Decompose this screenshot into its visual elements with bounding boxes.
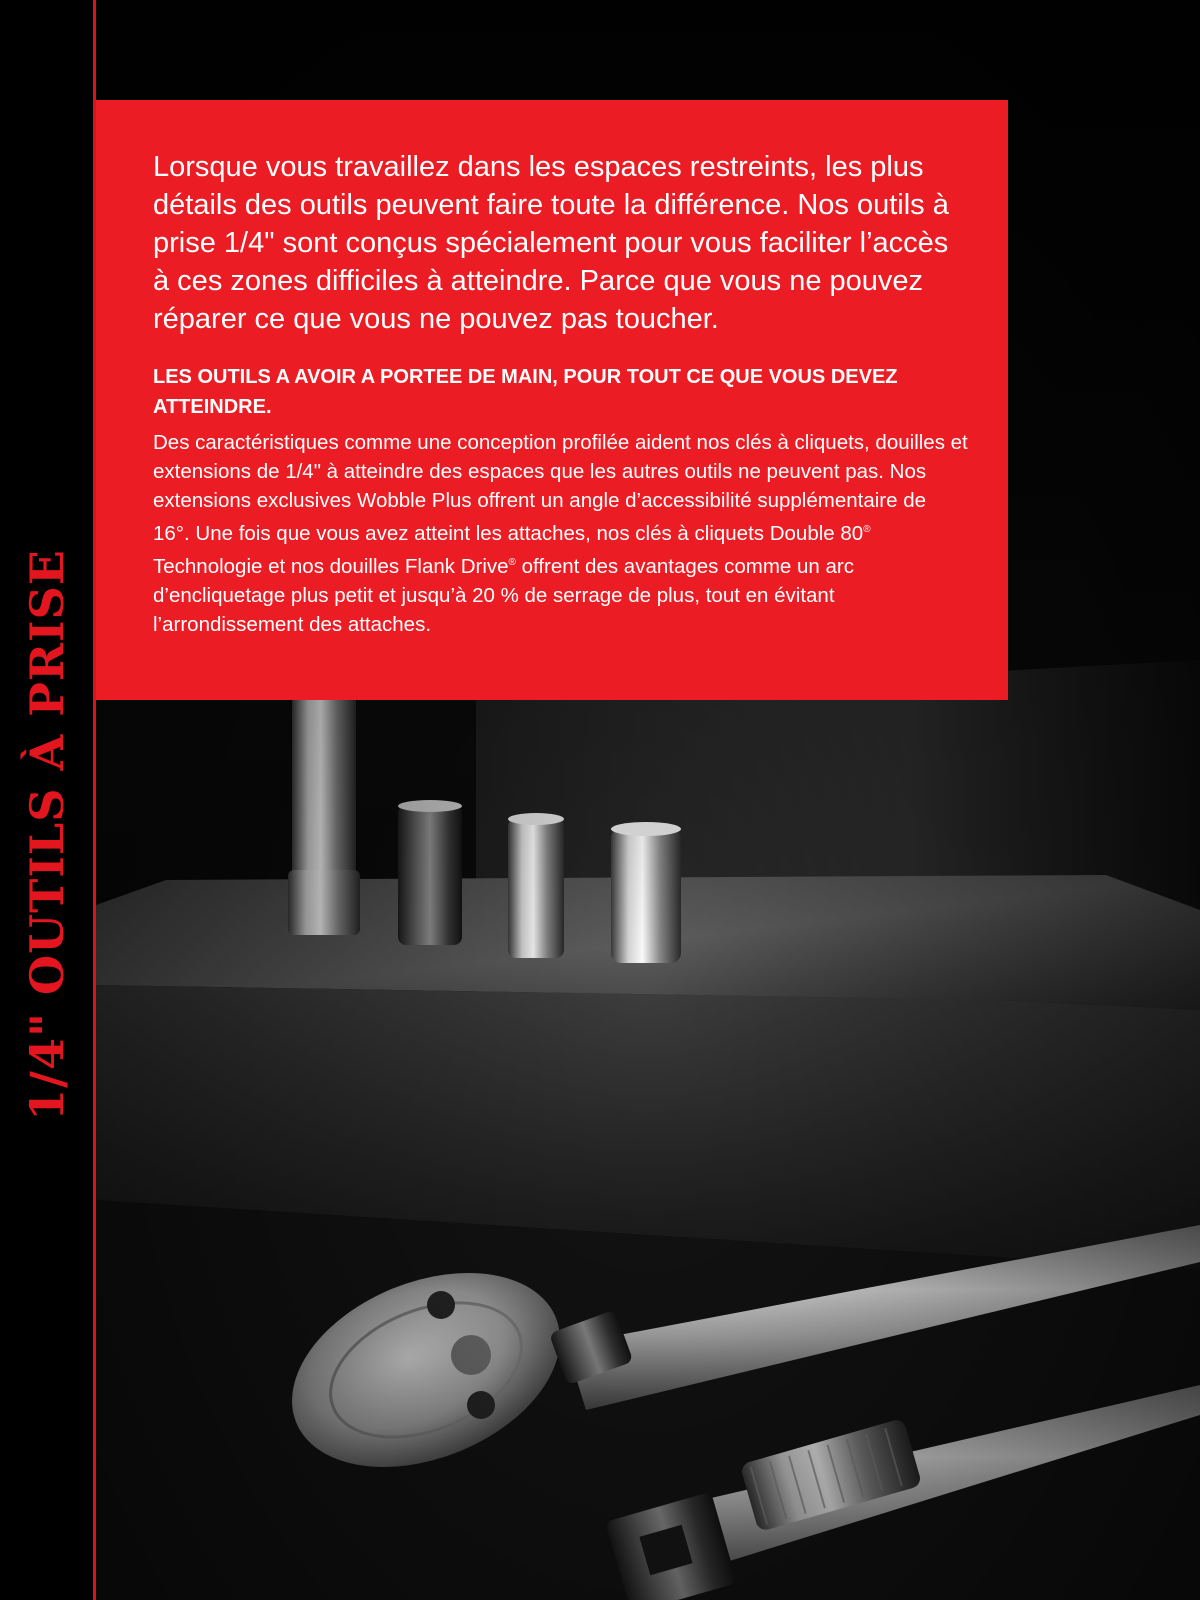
section-heading: LES OUTILS A AVOIR A PORTEE DE MAIN, POUR TOUT CE QUE VOUS DEVEZ ATTEINDRE.: [153, 366, 898, 418]
section-title: 1/4" OUTILS À PRISE: [20, 549, 74, 1121]
body-text-3: offrent des avantages comme un arc d’encliquetage plus petit et jusqu’à 20 % de serrage de plus, tout en évitant l’arrondissement des attaches.: [153, 554, 854, 636]
registered-mark: ®: [863, 524, 871, 535]
body-text-1: Des caractéristiques comme une conception profilée aident nos clés à cliquets, douilles et extensions de 1/4" à atteindre des espaces que les autres outils ne peuvent pas. Nos extensions exclusives Wobble Plus offrent un angle d’accessibilité supplémentaire de 16°. Une fois que vous avez atteint les attaches, nos clés à cliquets Double 80: [153, 431, 968, 545]
body-paragraph: [153, 428, 968, 639]
sidebar: [0, 0, 94, 1600]
registered-mark: ®: [508, 556, 516, 568]
body-text-2: Technologie et nos douilles Flank Drive: [153, 554, 509, 578]
intro-paragraph: Lorsque vous travaillez dans les espaces restreints, les plus détails des outils peuvent faire toute la différence. Nos outils à prise 1/4" sont conçus spécialement pour vous faciliter l’accès à ces zones difficiles à atteindre. Parce que vous ne pouvez réparer ce que vous ne pouvez pas toucher.: [153, 151, 949, 335]
intro-panel: [96, 100, 1008, 700]
